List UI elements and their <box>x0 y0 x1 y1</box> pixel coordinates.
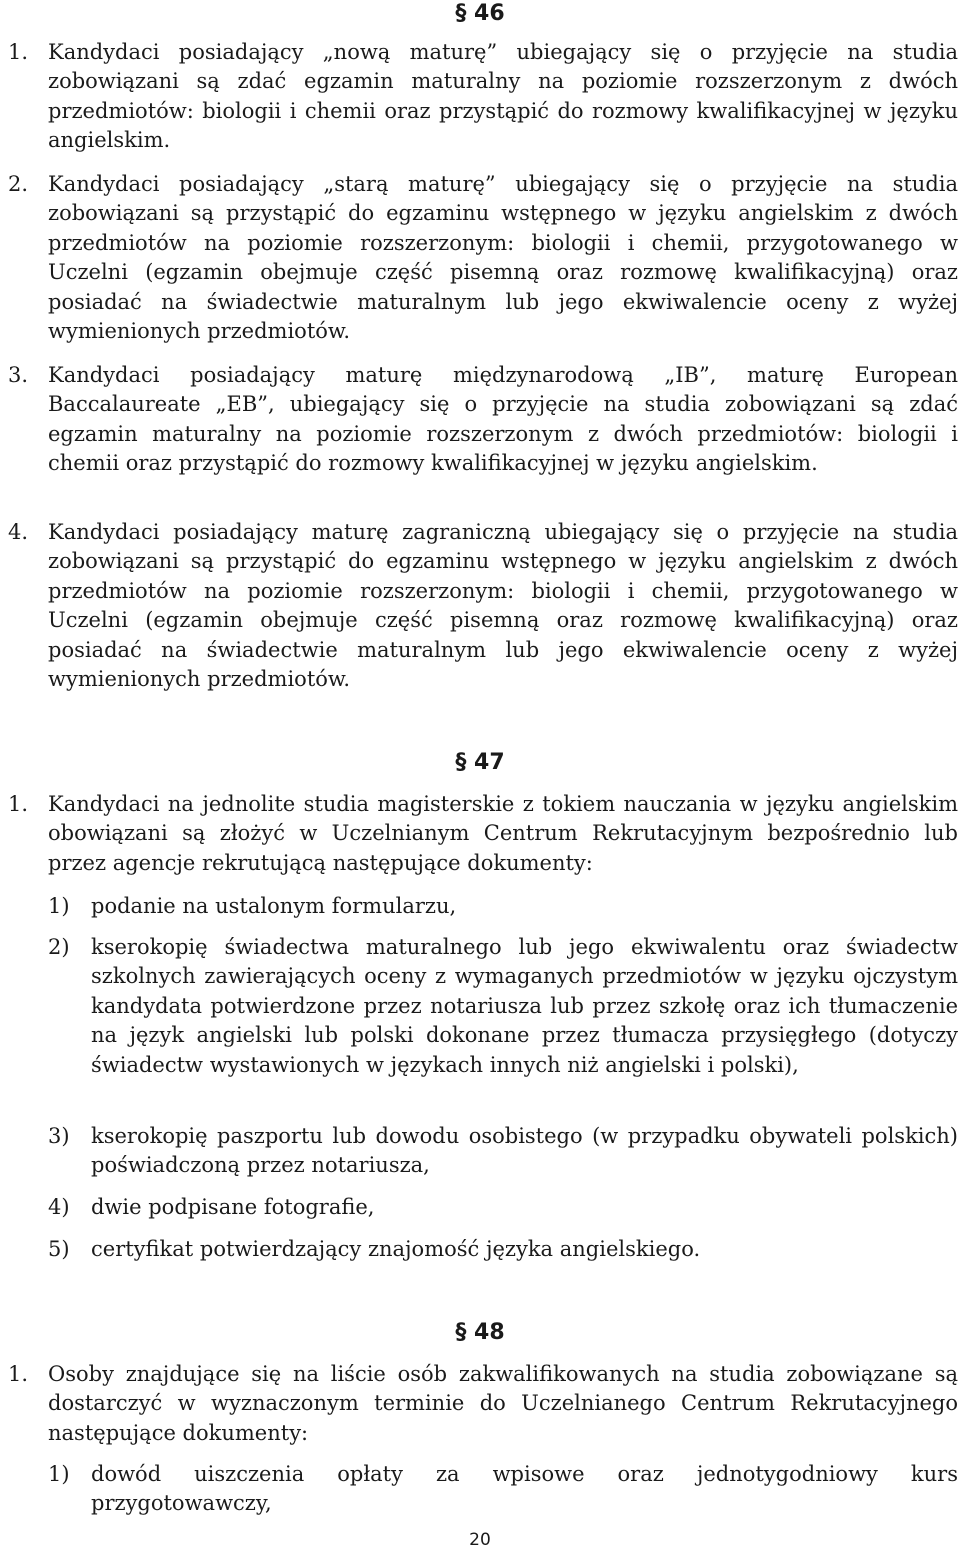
paragraph-46-1 <box>8 38 958 156</box>
list-item-47-5 <box>48 1235 958 1264</box>
paragraph-number: 1. <box>8 792 29 816</box>
list-item-number: 4) <box>48 1195 70 1219</box>
paragraph-text: Osoby znajdujące się na liście osób zakwalifikowanych na studia zobowiązane są dostarczyć w wyznaczonym terminie do Uczelnianego Centrum Rekrutacyjnego następujące dokumenty: <box>48 1362 958 1445</box>
list-item-text: kserokopię świadectwa maturalnego lub jego ekwiwalentu oraz świadectw szkolnych zawierających oceny z wymaganych przedmiotów w języku ojczystym kandydata potwierdzone przez notariusza lub przez szkołę oraz ich tłumaczenie na język angielski lub polski dokonane przez tłumacza przysięgłego (dotyczy świadectw wystawionych w językach innych niż angielski i polski), <box>91 935 958 1077</box>
list-item-47-3 <box>48 1122 958 1181</box>
list-item-text: dowód uiszczenia opłaty za wpisowe oraz jednotygodniowy kurs przygotowawczy, <box>91 1462 958 1516</box>
paragraph-number: 4. <box>8 520 29 544</box>
page-number: 20 <box>469 1530 491 1550</box>
list-item-47-1 <box>48 892 958 921</box>
paragraph-number: 1. <box>8 40 29 64</box>
paragraph-46-2 <box>8 170 958 346</box>
paragraph-48-1 <box>8 1360 958 1448</box>
paragraph-46-4 <box>8 518 958 694</box>
paragraph-text: Kandydaci posiadający maturę zagraniczną ubiegający się o przyjęcie na studia zobowiązani są przystąpić do egzaminu wstępnego w języku angielskim z dwóch przedmiotów na poziomie rozszerzonym: biologii i chemii, przygotowanego w Uczelni (egzamin obejmuje część pisemną oraz rozmowę kwalifikacyjną) oraz posiadać na świadectwie maturalnym lub jego ekwiwalencie oceny z wyżej wymienionych przedmiotów. <box>48 520 958 692</box>
paragraph-46-3 <box>8 361 958 479</box>
paragraph-text: Kandydaci posiadający „nową maturę” ubiegający się o przyjęcie na studia zobowiązani są zdać egzamin maturalny na poziomie rozszerzonym z dwóch przedmiotów: biologii i chemii oraz przystąpić do rozmowy kwalifikacyjnej w języku angielskim. <box>48 40 958 153</box>
paragraph-number: 1. <box>8 1362 29 1386</box>
list-item-text: dwie podpisane fotografie, <box>91 1195 375 1219</box>
list-item-number: 5) <box>48 1237 70 1261</box>
section-heading-46: § 46 <box>455 1 505 26</box>
list-item-text: certyfikat potwierdzający znajomość języka angielskiego. <box>91 1237 701 1261</box>
paragraph-47-1 <box>8 790 958 878</box>
paragraph-number: 3. <box>8 363 29 387</box>
paragraph-text: Kandydaci posiadający maturę międzynarodową „IB”, maturę European Baccalaureate „EB”, ubiegający się o przyjęcie na studia zobowiązani są zdać egzamin maturalny na poziomie rozszerzonym z dwóch przedmiotów: biologii i chemii oraz przystąpić do rozmowy kwalifikacyjnej w języku angielskim. <box>48 363 958 476</box>
list-item-48-1 <box>48 1460 958 1519</box>
list-item-number: 1) <box>48 1462 70 1486</box>
list-item-number: 1) <box>48 894 70 918</box>
list-item-47-4 <box>48 1193 958 1222</box>
list-item-number: 2) <box>48 935 70 959</box>
paragraph-number: 2. <box>8 172 29 196</box>
section-heading-48: § 48 <box>455 1320 505 1345</box>
paragraph-text: Kandydaci na jednolite studia magisterskie z tokiem nauczania w języku angielskim obowiązani są złożyć w Uczelnianym Centrum Rekrutacyjnym bezpośrednio lub przez agencje rekrutującą następujące dokumenty: <box>48 792 958 875</box>
paragraph-text: Kandydaci posiadający „starą maturę” ubiegający się o przyjęcie na studia zobowiązani są przystąpić do egzaminu wstępnego w języku angielskim z dwóch przedmiotów na poziomie rozszerzonym: biologii i chemii, przygotowanego w Uczelni (egzamin obejmuje część pisemną oraz rozmowę kwalifikacyjną) oraz posiadać na świadectwie maturalnym lub jego ekwiwalencie oceny z wyżej wymienionych przedmiotów. <box>48 172 958 344</box>
list-item-number: 3) <box>48 1124 70 1148</box>
list-item-47-2 <box>48 933 958 1080</box>
list-item-text: podanie na ustalonym formularzu, <box>91 894 457 918</box>
section-heading-47: § 47 <box>455 750 505 775</box>
list-item-text: kserokopię paszportu lub dowodu osobistego (w przypadku obywateli polskich) poświadczoną przez notariusza, <box>91 1124 958 1178</box>
